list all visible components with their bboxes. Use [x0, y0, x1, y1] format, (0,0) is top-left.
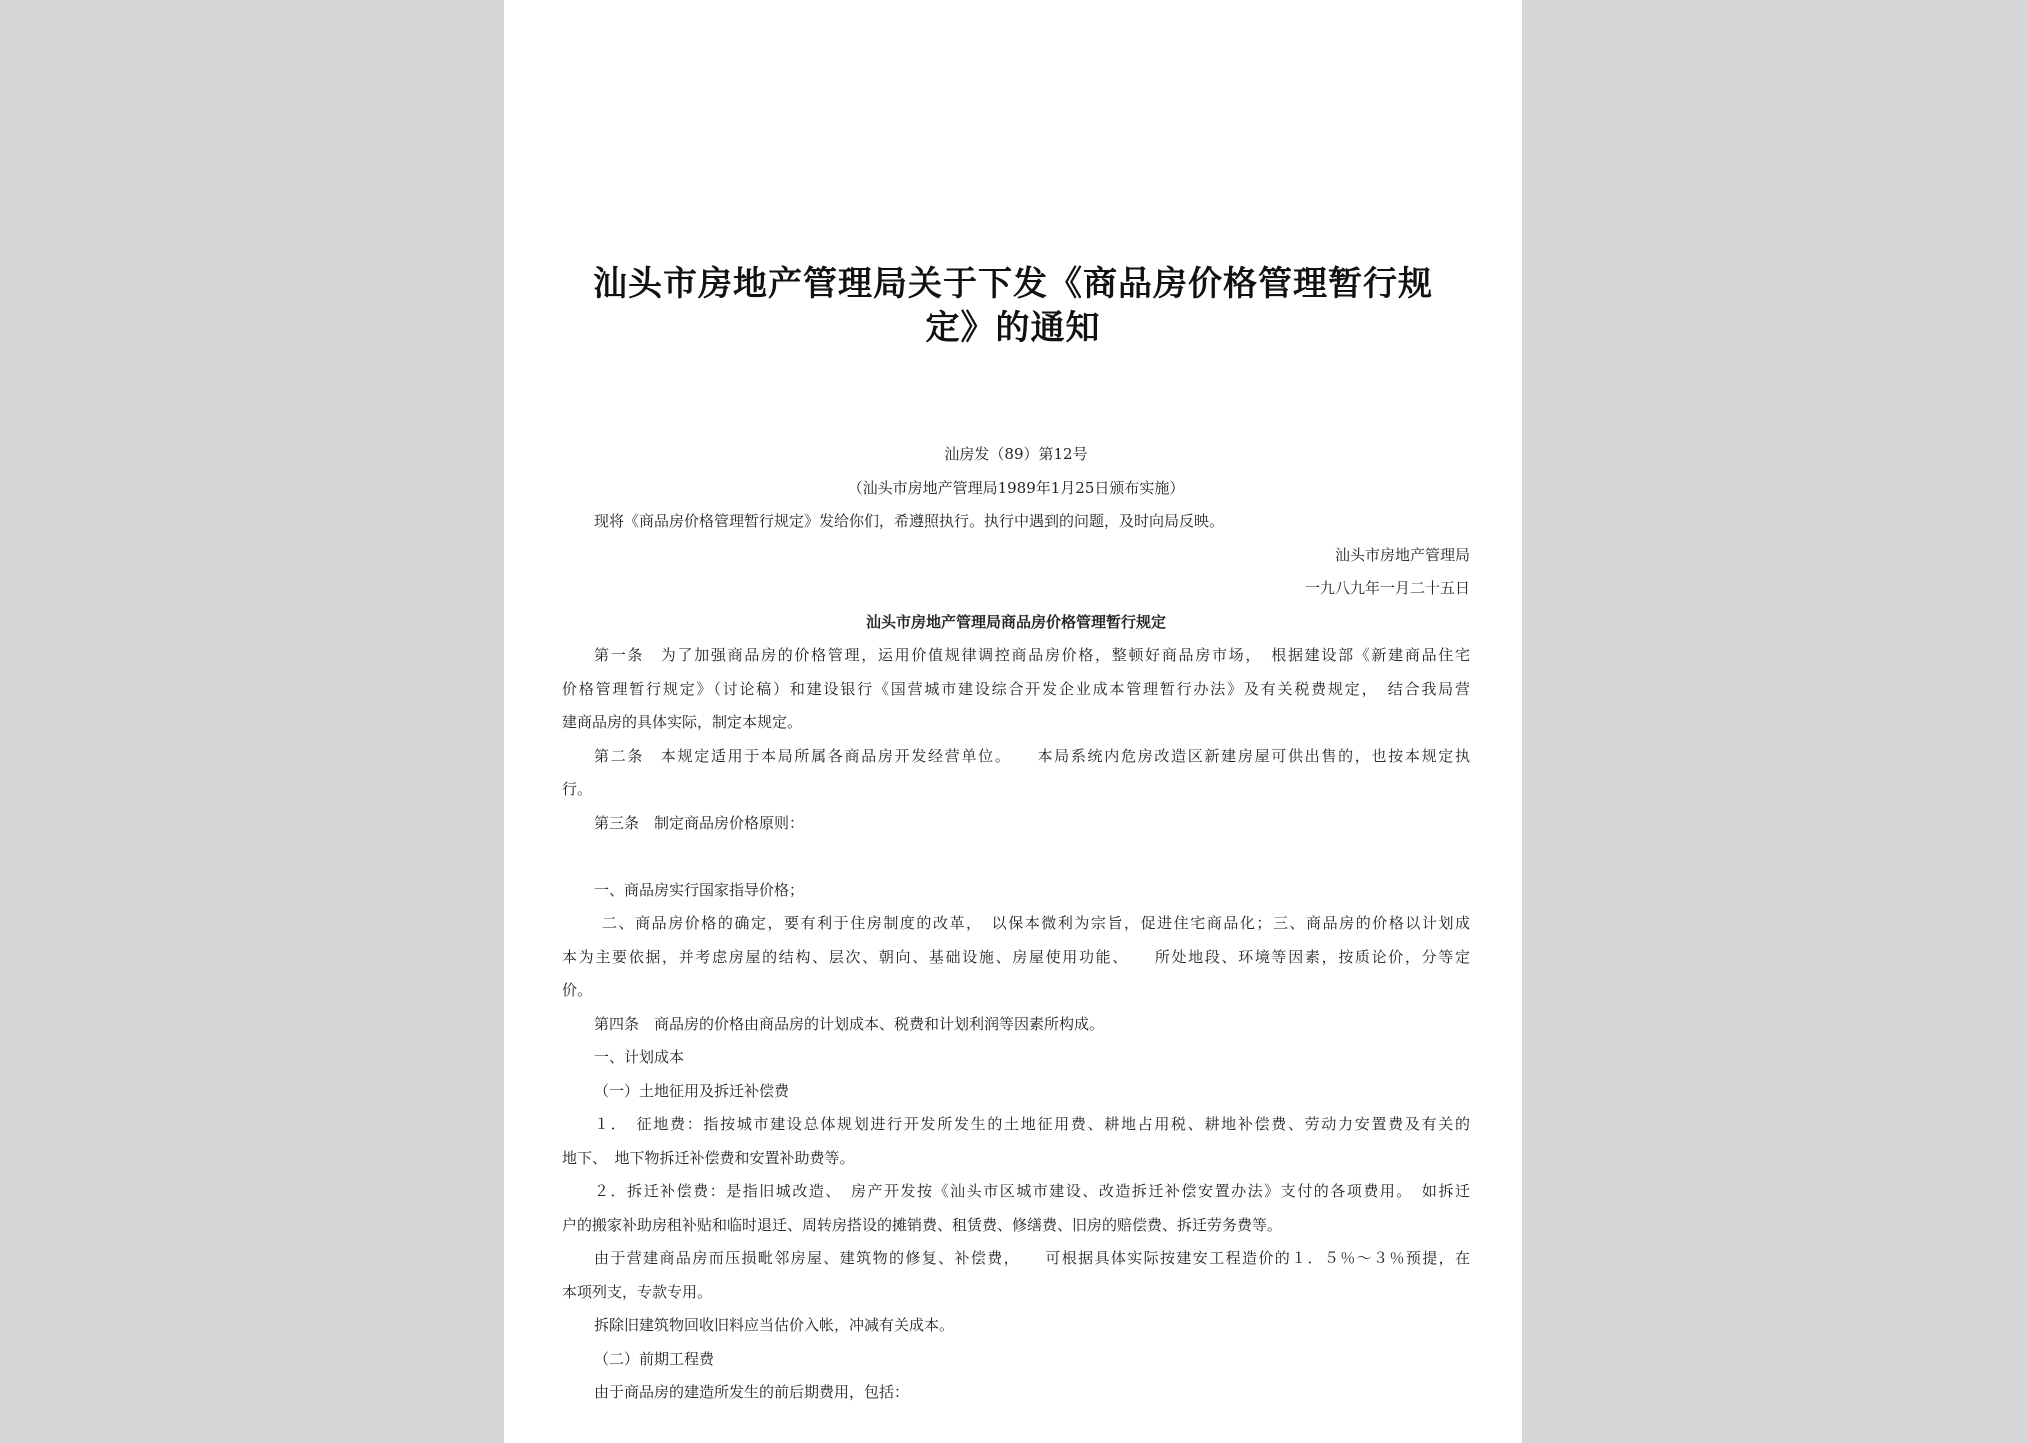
section-1-2-heading: （二）前期工程费 [594, 1349, 715, 1368]
item-1-line-1: １． 征地费：指按城市建设总体规划进行开发所发生的土地征用费、耕地占用税、耕地补偿费、劳动力安置费及有关的 [594, 1115, 1470, 1133]
item-3-line-1: 由于营建商品房而压损毗邻房屋、建筑物的修复、补偿费， 可根据具体实际按建安工程造价的１．５％～３％预提，在 [594, 1249, 1470, 1267]
doc-number: 汕房发（89）第12号 [944, 445, 1088, 463]
principle-2-line-3: 价。 [562, 981, 593, 999]
intro-paragraph: 现将《商品房价格管理暂行规定》发给你们，希遵照执行。执行中遇到的问题，及时向局反映。 [594, 512, 1225, 530]
article-4: 第四条 商品房的价格由商品房的计划成本、税费和计划利润等因素所构成。 [594, 1014, 1105, 1033]
article-3: 第三条 制定商品房价格原则： [594, 813, 805, 832]
issue-note: （汕头市房地产管理局1989年1月25日颁布实施） [847, 478, 1185, 497]
issue-date: 一九八九年一月二十五日 [1304, 579, 1470, 597]
title-line-2: 定》的通知 [925, 308, 1101, 348]
item-2-line-1: ２．拆迁补偿费：是指旧城改造、 房产开发按《汕头市区城市建设、改造拆迁补偿安置办法》支付的各项费用。 如拆迁 [594, 1182, 1470, 1200]
section-1-1-heading: （一）土地征用及拆迁补偿费 [594, 1081, 790, 1100]
item-2-line-2: 户的搬家补助房租补贴和临时退迁、周转房搭设的摊销费、租赁费、修缮费、旧房的赔偿费、拆迁劳务费等。 [562, 1215, 1283, 1234]
spacer [562, 840, 1470, 874]
article-2-line-1: 第二条 本规定适用于本局所属各商品房开发经营单位。 本局系统内危房改造区新建房屋可供出售的，也按本规定执 [594, 746, 1470, 765]
section-1-2-text: 由于商品房的建造所发生的前后期费用，包括： [594, 1383, 910, 1401]
document-title [568, 262, 1458, 350]
principle-1: 一、商品房实行国家指导价格； [594, 880, 805, 899]
item-4: 拆除旧建筑物回收旧料应当估价入帐，冲减有关成本。 [594, 1316, 955, 1334]
article-1-line-1: 第一条 为了加强商品房的价格管理，运用价值规律调控商品房价格，整顿好商品房市场， 根据建设部《新建商品住宅 [594, 646, 1470, 664]
article-1-line-2: 价格管理暂行规定》（讨论稿）和建设银行《国营城市建设综合开发企业成本管理暂行办法》及有关税费规定， 结合我局营 [562, 679, 1470, 698]
article-1-line-3: 建商品房的具体实际，制定本规定。 [562, 713, 803, 731]
item-3-line-2: 本项列支，专款专用。 [562, 1282, 713, 1301]
document-page [504, 0, 1522, 1443]
document-body [562, 438, 1470, 1410]
article-2-line-2: 行。 [562, 780, 593, 798]
title-line-1: 汕头市房地产管理局关于下发《商品房价格管理暂行规 [593, 264, 1433, 304]
section-1-heading: 一、计划成本 [594, 1048, 685, 1066]
item-1-line-2: 地下、 地下物拆迁补偿费和安置补助费等。 [562, 1148, 855, 1167]
principle-2-line-2: 本为主要依据，并考虑房屋的结构、层次、朝向、基础设施、房屋使用功能、 所处地段、环境等因素，按质论价，分等定 [562, 947, 1470, 966]
principle-2-line-1: 二、商品房价格的确定，要有利于住房制度的改革， 以保本微利为宗旨，促进住宅商品化；三、商品房的价格以计划成 [602, 914, 1470, 932]
regulation-title: 汕头市房地产管理局商品房价格管理暂行规定 [865, 612, 1166, 631]
issuer: 汕头市房地产管理局 [1334, 545, 1470, 564]
